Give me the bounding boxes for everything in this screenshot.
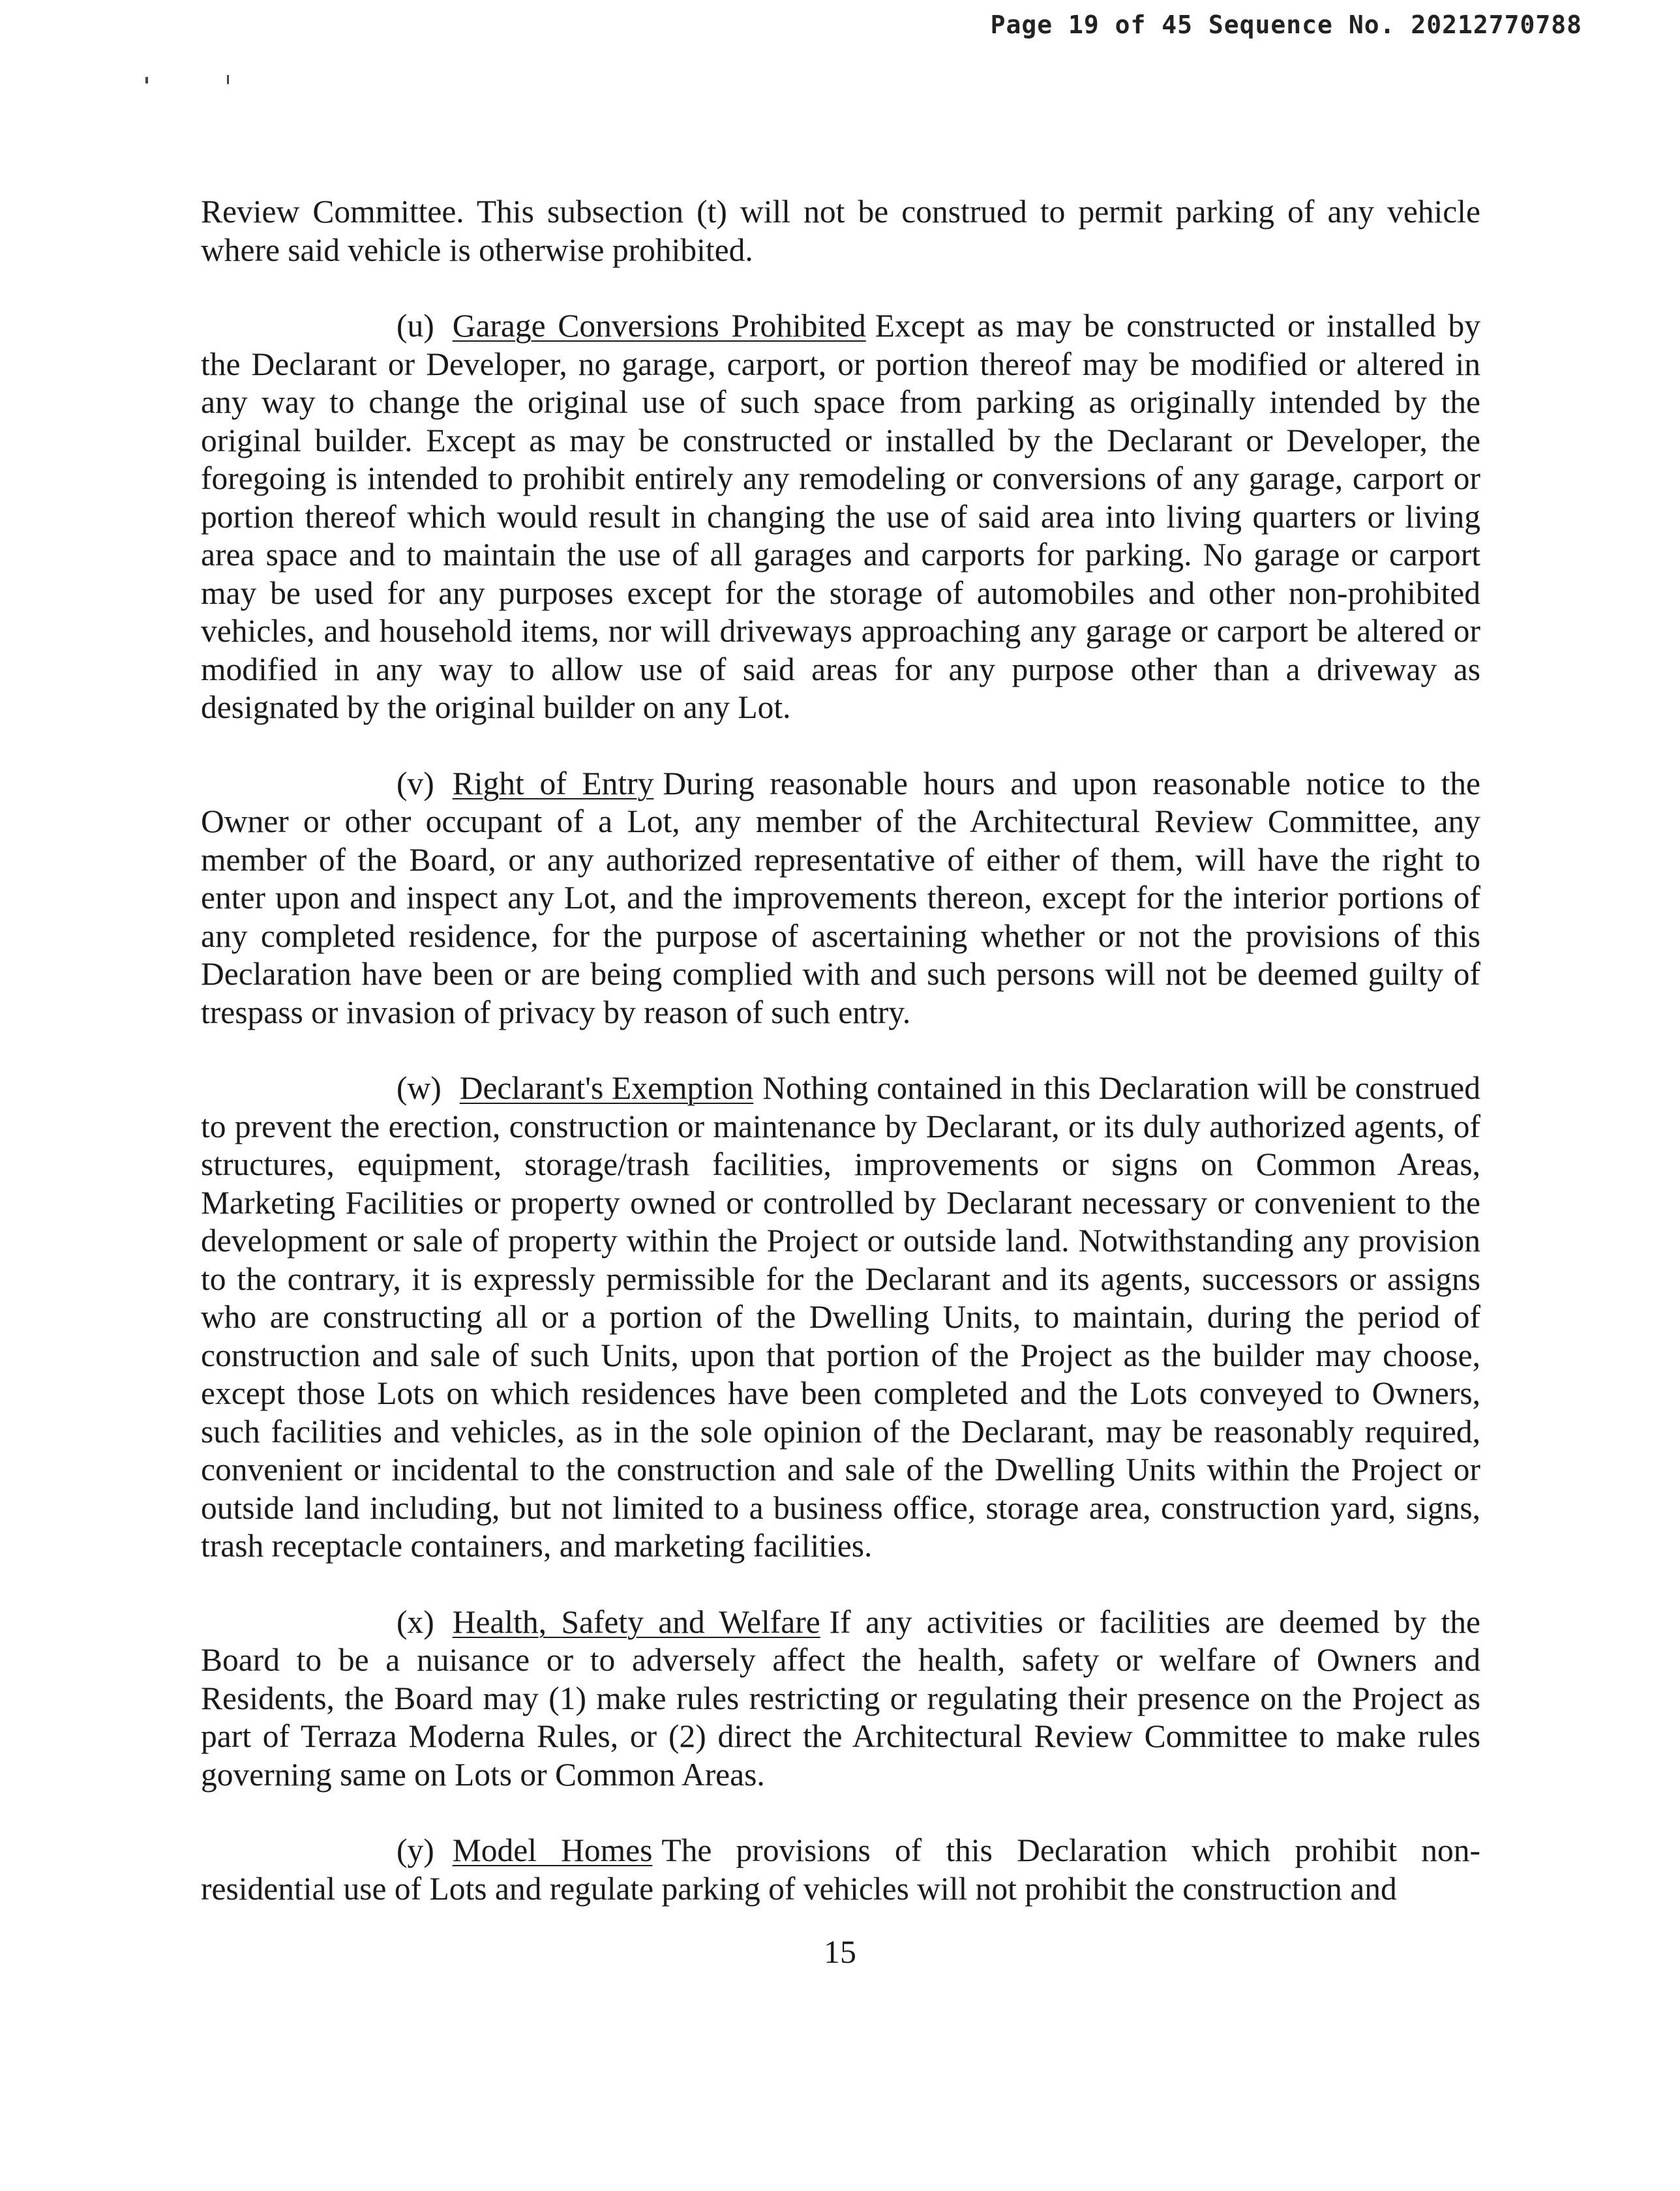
section-heading: Right of Entry (452, 765, 654, 801)
section-body: Except as may be constructed or installed by the Declarant or Developer, no garage, carport, or portion thereof may be modified or altered in any way to change the original use of such space from parking as originally intended by the original builder. Except as may be constructed or installed by the Declarant or Developer, the foregoing is intended to prohibit entirely any remodeling or conversions of any garage, carport or portion thereof which would result in changing the use of said area into living quarters or living area space and to maintain the use of all garages and carports for parking. No garage or carport may be used for any purposes except for the storage of automobiles and other non-prohibited vehicles, and household items, nor will driveways approaching any garage or carport be altered or modified in any way to allow use of said areas for any purpose other than a driveway as designated by the original builder on any Lot. (201, 308, 1480, 725)
page-sequence-header: Page 19 of 45 Sequence No. 20212770788 (990, 10, 1582, 39)
section-heading: Health, Safety and Welfare (452, 1603, 820, 1640)
section-v-paragraph (201, 765, 1480, 1032)
section-heading: Garage Conversions Prohibited (452, 308, 866, 344)
section-y-paragraph (201, 1832, 1480, 1908)
page-number: 15 (824, 1933, 856, 1970)
section-x-paragraph (201, 1603, 1480, 1795)
section-body: Nothing contained in this Declaration will be construed to prevent the erection, construction or maintenance by Declarant, or its duly authorized agents, of structures, equipment, storage/trash facilities, improvements or signs on Common Areas, Marketing Facilities or property owned or controlled by Declarant necessary or convenient to the development or sale of property within the Project or outside land. Notwithstanding any provision to the contrary, it is expressly permissible for the Declarant and its agents, successors or assigns who are constructing all or a portion of the Dwelling Units, to maintain, during the period of construction and sale of such Units, upon that portion of the Project as the builder may choose, except those Lots on which residences have been completed and the Lots conveyed to Owners, such facilities and vehicles, as in the sole opinion of the Declarant, may be reasonably required, convenient or incidental to the construction and sale of the Dwelling Units within the Project or outside land including, but not limited to a business office, storage area, construction yard, signs, trash receptacle containers, and marketing facilities. (201, 1070, 1481, 1564)
section-label: (v) (397, 765, 434, 801)
section-label: (w) (397, 1070, 442, 1106)
document-body (201, 193, 1480, 1946)
section-label: (y) (397, 1832, 434, 1868)
section-body: The provisions of this Declaration which prohibit non-residential use of Lots and regulate parking of vehicles will not prohibit the construction and (201, 1832, 1480, 1907)
section-heading: Declarant's Exemption (459, 1070, 754, 1106)
section-u-paragraph (201, 307, 1480, 727)
section-heading: Model Homes (452, 1832, 653, 1868)
section-label: (u) (397, 308, 434, 344)
section-body: During reasonable hours and upon reasonable notice to the Owner or other occupant of a Lot, any member of the Architectural Review Committee, any member of the Board, or any authorized representative of either of them, will have the right to enter upon and inspect any Lot, and the improvements thereon, except for the interior portions of any completed residence, for the purpose of ascertaining whether or not the provisions of this Declaration have been or are being complied with and such persons will not be deemed guilty of trespass or invasion of privacy by reason of such entry. (201, 765, 1481, 1030)
intro-paragraph: Review Committee. This subsection (t) will not be construed to permit parking of any vehicle where said vehicle is otherwise prohibited. (201, 194, 1480, 268)
section-body: If any activities or facilities are deemed by the Board to be a nuisance or to adversely affect the health, safety or welfare of Owners and Residents, the Board may (1) make rules restricting or regulating their presence on the Project as part of Terraza Moderna Rules, or (2) direct the Architectural Review Committee to make rules governing same on Lots or Common Areas. (201, 1603, 1480, 1793)
section-label: (x) (397, 1603, 434, 1640)
scan-artifact-mark (227, 75, 229, 84)
section-w-paragraph (201, 1069, 1480, 1566)
scan-artifact-mark (145, 77, 148, 83)
